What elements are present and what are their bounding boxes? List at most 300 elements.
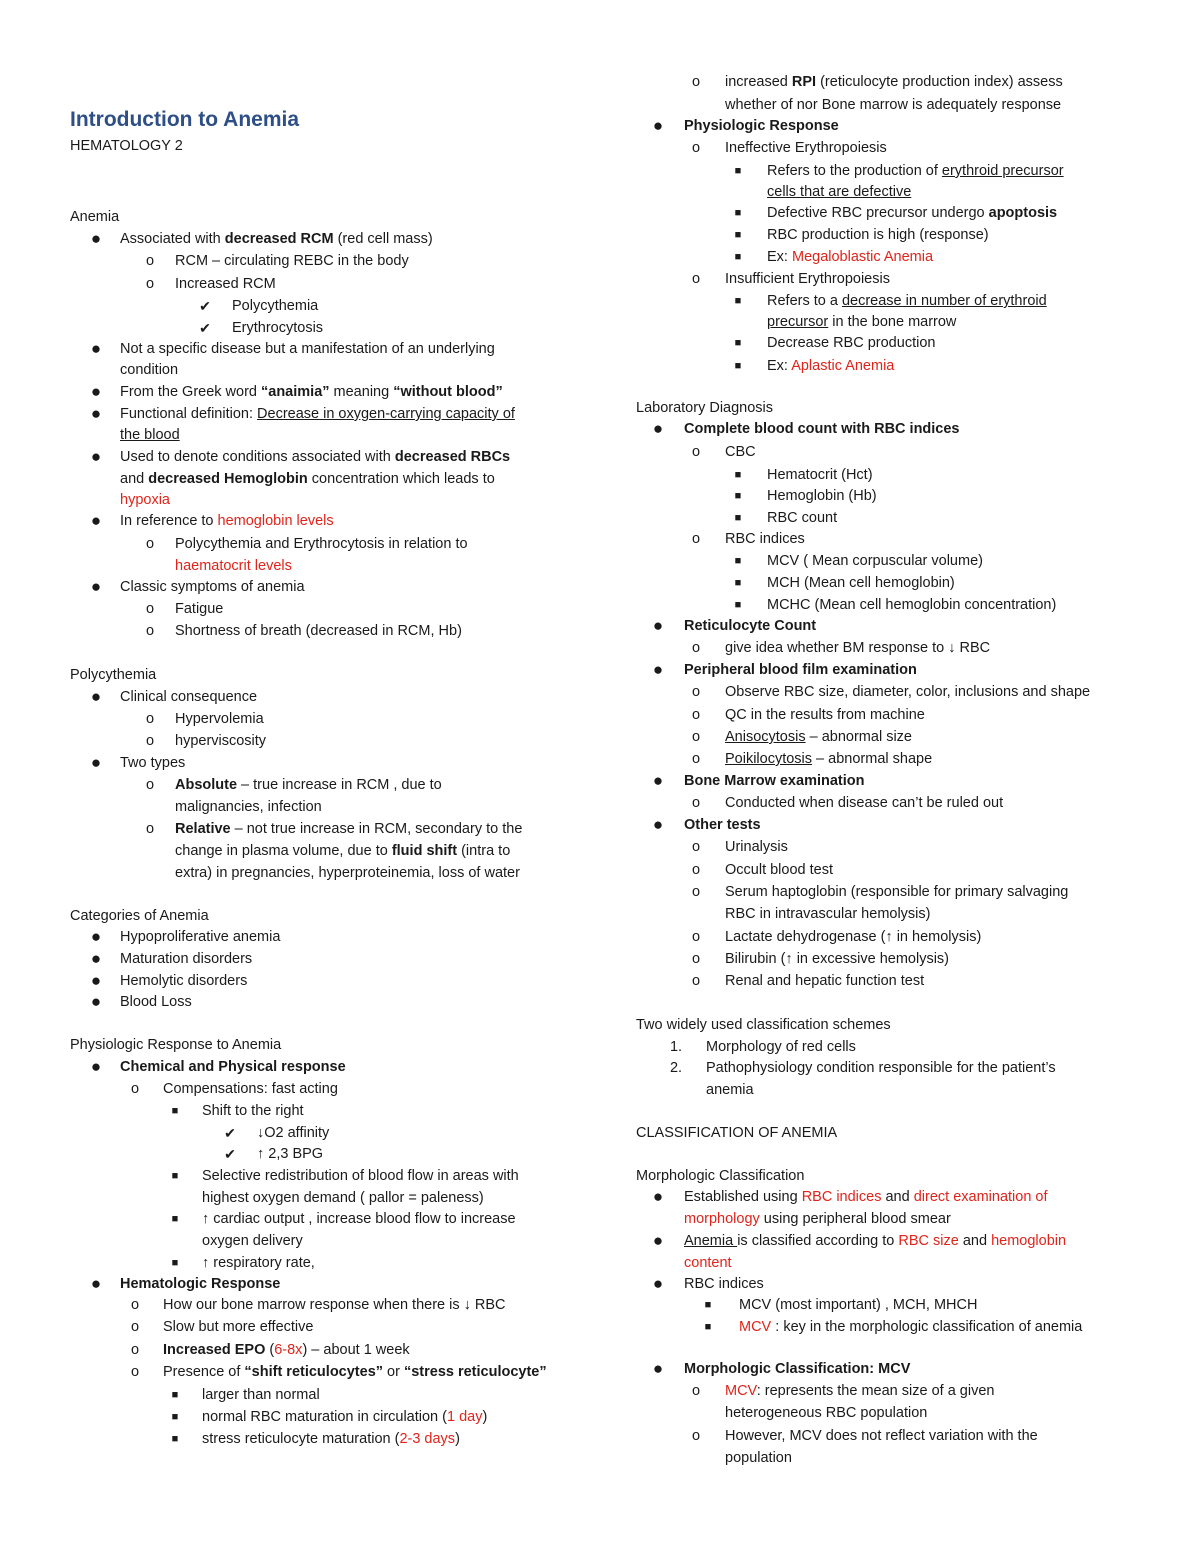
- text-run: Presence of: [163, 1364, 245, 1380]
- line-text: [202, 1406, 487, 1428]
- text-run: From the Greek word: [120, 384, 262, 400]
- text-run: (intra to: [457, 843, 511, 859]
- text-run: CBC: [725, 444, 756, 460]
- text-run: or: [383, 1364, 404, 1380]
- square-marker: ■: [734, 490, 742, 502]
- number-marker: 2.: [669, 1060, 683, 1076]
- square-marker: ■: [734, 599, 742, 611]
- line-text: [767, 290, 1047, 312]
- square-marker: ■: [734, 295, 742, 307]
- line-text: [725, 1447, 792, 1469]
- text-run: oxygen delivery: [202, 1233, 303, 1249]
- text-run: decreased RCM: [224, 231, 334, 247]
- bullet-marker: ●: [90, 229, 102, 248]
- text-run: RBC production is high (response): [767, 227, 989, 243]
- line-text: [725, 681, 1090, 703]
- text-run: population: [725, 1450, 792, 1466]
- line-text: [232, 295, 318, 317]
- line-text: [725, 926, 981, 948]
- circle-marker: o: [145, 733, 155, 749]
- bullet-marker: ●: [652, 1274, 664, 1293]
- text-run: “without blood”: [393, 384, 503, 400]
- line-text: [725, 637, 990, 659]
- line-text: [175, 620, 462, 642]
- text-run: larger than normal: [202, 1387, 320, 1403]
- line-text: [202, 1230, 303, 1252]
- bullet-marker: ●: [652, 1359, 664, 1378]
- text-run: morphology: [684, 1211, 760, 1227]
- text-run: – not true increase in RCM, secondary to the: [230, 821, 523, 837]
- text-run: Hypervolemia: [175, 711, 264, 727]
- text-run: highest oxygen demand ( pallor = paleness): [202, 1190, 484, 1206]
- line-text: [684, 1186, 1048, 1208]
- line-text: [202, 1165, 519, 1187]
- circle-marker: o: [691, 884, 701, 900]
- text-run: Observe RBC size, diameter, color, inclusions and shape: [725, 684, 1091, 700]
- line-text: [725, 948, 949, 970]
- line-text: [684, 1252, 732, 1274]
- line-text: [70, 664, 156, 686]
- text-run: Lactate dehydrogenase (↑ in hemolysis): [725, 929, 982, 945]
- text-run: HEMATOLOGY 2: [70, 138, 183, 154]
- line-text: [767, 355, 894, 377]
- text-run: RPI: [791, 74, 817, 90]
- text-run: Physiologic Response: [684, 118, 839, 134]
- text-run: Poikilocytosis: [725, 751, 813, 767]
- square-marker: ■: [734, 207, 742, 219]
- line-text: [684, 1273, 764, 1295]
- line-text: [202, 1384, 320, 1406]
- text-run: Selective redistribution of blood flow in areas with: [202, 1168, 519, 1184]
- text-run: hemoglobin: [991, 1233, 1067, 1249]
- text-run: ↑ cardiac output , increase blood flow to increase: [202, 1211, 516, 1227]
- bullet-marker: ●: [652, 116, 664, 135]
- text-run: the blood: [120, 427, 180, 443]
- text-run: Maturation disorders: [120, 951, 253, 967]
- line-text: [175, 774, 442, 796]
- text-run: direct examination of: [913, 1189, 1048, 1205]
- circle-marker: o: [691, 531, 701, 547]
- square-marker: ■: [704, 1299, 712, 1311]
- line-text: [70, 1034, 281, 1056]
- line-text: [175, 533, 468, 555]
- line-text: [725, 1425, 1038, 1447]
- line-text: [767, 160, 1064, 182]
- bullet-marker: ●: [90, 511, 102, 530]
- circle-marker: o: [691, 729, 701, 745]
- text-run: 6-8x: [274, 1342, 303, 1358]
- line-text: [739, 1294, 977, 1316]
- line-text: [70, 135, 183, 157]
- text-run: Decrease RBC production: [767, 335, 936, 351]
- text-run: However, MCV does not reflect variation with the: [725, 1428, 1038, 1444]
- text-run: Anemia: [684, 1233, 738, 1249]
- line-text: [175, 598, 223, 620]
- line-text: [706, 1079, 754, 1101]
- text-run: Polycythemia and Erythrocytosis in relation to: [175, 536, 468, 552]
- circle-marker: o: [130, 1297, 140, 1313]
- bullet-marker: ●: [90, 577, 102, 596]
- text-run: Compensations: fast acting: [163, 1081, 338, 1097]
- text-run: Shortness of breath (decreased in RCM, Hb): [175, 623, 462, 639]
- text-run: Laboratory Diagnosis: [636, 400, 774, 416]
- line-text: [725, 1380, 994, 1402]
- text-run: Hemolytic disorders: [120, 973, 248, 989]
- text-run: fluid shift: [391, 843, 458, 859]
- number-marker: 1.: [669, 1039, 683, 1055]
- line-text: [725, 137, 887, 159]
- line-text: [725, 1402, 927, 1424]
- line-text: [684, 1230, 1066, 1252]
- text-run: Serum haptoglobin (responsible for primary salvaging: [725, 884, 1069, 900]
- text-run: Increased RCM: [175, 276, 276, 292]
- text-run: (red cell mass): [333, 231, 433, 247]
- text-run: Not a specific disease but a manifestation of an underlying: [120, 341, 495, 357]
- line-text: [725, 881, 1068, 903]
- circle-marker: o: [130, 1364, 140, 1380]
- square-marker: ■: [171, 1433, 179, 1445]
- line-text: [120, 403, 515, 425]
- line-text: [202, 1187, 484, 1209]
- text-run: Hematologic Response: [120, 1276, 281, 1292]
- text-run: Defective RBC precursor undergo: [767, 205, 989, 221]
- text-run: heterogeneous RBC population: [725, 1405, 928, 1421]
- square-marker: ■: [171, 1105, 179, 1117]
- text-run: CLASSIFICATION OF ANEMIA: [636, 1125, 838, 1141]
- line-text: [163, 1316, 313, 1338]
- line-text: [725, 792, 1003, 814]
- line-text: [767, 181, 911, 203]
- text-run: condition: [120, 362, 179, 378]
- text-run: Fatigue: [175, 601, 224, 617]
- text-run: Urinalysis: [725, 839, 788, 855]
- text-run: Morphologic Classification: [636, 1168, 805, 1184]
- text-run: Established using: [684, 1189, 802, 1205]
- bullet-marker: ●: [90, 1057, 102, 1076]
- line-text: [120, 1056, 346, 1078]
- text-run: Ex:: [767, 358, 792, 374]
- text-run: Morphologic Classification: MCV: [684, 1361, 911, 1377]
- circle-marker: o: [145, 711, 155, 727]
- circle-marker: o: [145, 623, 155, 639]
- square-marker: ■: [734, 469, 742, 481]
- text-run: Ineffective Erythropoiesis: [725, 140, 887, 156]
- line-text: [232, 317, 323, 339]
- line-text: [636, 1122, 837, 1144]
- text-run: Categories of Anemia: [70, 908, 209, 924]
- circle-marker: o: [691, 684, 701, 700]
- bullet-marker: ●: [90, 404, 102, 423]
- text-run: Insufficient Erythropoiesis: [725, 271, 890, 287]
- line-text: [120, 489, 170, 511]
- text-run: Hemoglobin (Hb): [767, 488, 877, 504]
- line-text: [725, 748, 932, 770]
- bullet-marker: ●: [652, 815, 664, 834]
- text-run: “anaimia”: [261, 384, 330, 400]
- line-text: [257, 1122, 329, 1144]
- circle-marker: o: [130, 1319, 140, 1335]
- bullet-marker: ●: [90, 447, 102, 466]
- line-text: [120, 510, 334, 532]
- circle-marker: o: [691, 74, 701, 90]
- line-text: [684, 1208, 951, 1230]
- text-run: hemoglobin levels: [217, 513, 334, 529]
- text-run: RBC indices: [684, 1276, 764, 1292]
- line-text: [202, 1208, 516, 1230]
- text-run: Erythrocytosis: [232, 320, 324, 336]
- text-run: Renal and hepatic function test: [725, 973, 925, 989]
- square-marker: ■: [734, 337, 742, 349]
- line-text: [120, 359, 178, 381]
- text-run: RBC in intravascular hemolysis): [725, 906, 931, 922]
- check-marker: ✔: [224, 1125, 236, 1141]
- line-text: [767, 464, 873, 486]
- line-text: [725, 71, 1063, 93]
- text-run: MCHC (Mean cell hemoglobin concentration): [767, 597, 1057, 613]
- circle-marker: o: [691, 640, 701, 656]
- bullet-marker: ●: [652, 616, 664, 635]
- bullet-marker: ●: [90, 687, 102, 706]
- circle-marker: o: [145, 821, 155, 837]
- text-run: (: [265, 1342, 275, 1358]
- line-text: [120, 381, 503, 403]
- line-text: [120, 1273, 280, 1295]
- circle-marker: o: [691, 707, 701, 723]
- text-run: ↑ respiratory rate,: [202, 1255, 315, 1271]
- text-run: stress reticulocyte maturation (: [202, 1431, 400, 1447]
- line-text: [120, 948, 252, 970]
- text-run: MCV (most important) , MCH, MHCH: [739, 1297, 978, 1313]
- square-marker: ■: [734, 251, 742, 263]
- bullet-marker: ●: [90, 927, 102, 946]
- text-run: using peripheral blood smear: [759, 1211, 951, 1227]
- line-text: [684, 1358, 910, 1380]
- text-run: increased: [725, 74, 792, 90]
- text-run: ): [482, 1409, 488, 1425]
- text-run: haematocrit levels: [175, 558, 292, 574]
- text-run: malignancies, infection: [175, 799, 322, 815]
- line-text: [767, 332, 935, 354]
- text-run: decreased Hemoglobin: [148, 471, 308, 487]
- text-run: Introduction to Anemia: [70, 108, 300, 131]
- check-marker: ✔: [224, 1146, 236, 1162]
- line-text: [175, 730, 266, 752]
- text-run: Polycythemia: [232, 298, 319, 314]
- line-text: [767, 485, 877, 507]
- line-text: [706, 1036, 856, 1058]
- text-run: hypoxia: [120, 492, 170, 508]
- line-text: [70, 905, 209, 927]
- line-text: [163, 1361, 547, 1383]
- circle-marker: o: [691, 929, 701, 945]
- text-run: : key in the morphologic classification of anemia: [771, 1319, 1083, 1335]
- text-run: is classified according to: [737, 1233, 899, 1249]
- square-marker: ■: [704, 1321, 712, 1333]
- bullet-marker: ●: [652, 771, 664, 790]
- text-run: – abnormal shape: [812, 751, 933, 767]
- text-run: and: [881, 1189, 914, 1205]
- line-text: [684, 770, 864, 792]
- check-marker: ✔: [199, 320, 211, 336]
- text-run: Hematocrit (Hct): [767, 467, 873, 483]
- line-text: [120, 686, 257, 708]
- text-run: meaning: [329, 384, 394, 400]
- line-text: [202, 1428, 460, 1450]
- line-text: [120, 970, 247, 992]
- line-text: [725, 859, 833, 881]
- circle-marker: o: [691, 951, 701, 967]
- circle-marker: o: [145, 601, 155, 617]
- line-text: [767, 507, 837, 529]
- text-run: 1 day: [446, 1409, 483, 1425]
- bullet-marker: ●: [90, 753, 102, 772]
- line-text: [257, 1143, 323, 1165]
- line-text: [120, 991, 192, 1013]
- text-run: : represents the mean size of a given: [756, 1383, 995, 1399]
- text-run: whether of nor Bone marrow is adequately response: [725, 97, 1062, 113]
- check-marker: ✔: [199, 298, 211, 314]
- line-text: [767, 550, 983, 572]
- line-text: [725, 704, 925, 726]
- line-text: [175, 840, 510, 862]
- line-text: [739, 1316, 1082, 1338]
- text-run: Ex:: [767, 249, 792, 265]
- text-run: ) – about 1 week: [302, 1342, 410, 1358]
- square-marker: ■: [734, 555, 742, 567]
- text-run: Anemia: [70, 209, 120, 225]
- text-run: Functional definition:: [120, 406, 258, 422]
- text-run: Bone Marrow examination: [684, 773, 865, 789]
- line-text: [725, 726, 912, 748]
- bullet-marker: ●: [652, 1187, 664, 1206]
- line-text: [636, 1165, 804, 1187]
- text-run: hyperviscosity: [175, 733, 267, 749]
- text-run: Two widely used classification schemes: [636, 1017, 891, 1033]
- text-run: extra) in pregnancies, hyperproteinemia, loss of water: [175, 865, 520, 881]
- square-marker: ■: [171, 1213, 179, 1225]
- line-text: [725, 528, 805, 550]
- line-text: [175, 273, 276, 295]
- circle-marker: o: [145, 777, 155, 793]
- square-marker: ■: [171, 1170, 179, 1182]
- text-run: 2-3 days: [399, 1431, 456, 1447]
- circle-marker: o: [130, 1081, 140, 1097]
- bullet-marker: ●: [90, 382, 102, 401]
- text-run: Complete blood count with RBC indices: [684, 421, 960, 437]
- text-run: and: [958, 1233, 992, 1249]
- circle-marker: o: [691, 795, 701, 811]
- circle-marker: o: [691, 1383, 701, 1399]
- line-text: [120, 338, 495, 360]
- line-text: [706, 1057, 1056, 1079]
- square-marker: ■: [171, 1389, 179, 1401]
- text-run: (reticulocyte production index) assess: [816, 74, 1063, 90]
- text-run: Occult blood test: [725, 862, 833, 878]
- text-run: anemia: [706, 1082, 754, 1098]
- text-run: Decrease in oxygen-carrying capacity of: [257, 406, 515, 422]
- text-run: Peripheral blood film examination: [684, 662, 917, 678]
- bullet-marker: ●: [90, 1274, 102, 1293]
- line-text: [767, 572, 955, 594]
- line-text: [725, 441, 756, 463]
- line-text: [120, 576, 305, 598]
- square-marker: ■: [734, 360, 742, 372]
- text-run: Bilirubin (↑ in excessive hemolysis): [725, 951, 950, 967]
- text-run: Conducted when disease can’t be ruled out: [725, 795, 1004, 811]
- text-run: Pathophysiology condition responsible for the patient’s: [706, 1060, 1056, 1076]
- line-text: [684, 659, 917, 681]
- line-text: [202, 1252, 315, 1274]
- line-text: [163, 1294, 506, 1316]
- text-run: concentration which leads to: [307, 471, 495, 487]
- text-run: Used to denote conditions associated with: [120, 449, 395, 465]
- bullet-marker: ●: [652, 1231, 664, 1250]
- text-run: RBC size: [898, 1233, 959, 1249]
- circle-marker: o: [691, 140, 701, 156]
- text-run: Slow but more effective: [163, 1319, 314, 1335]
- circle-marker: o: [691, 751, 701, 767]
- circle-marker: o: [691, 1428, 701, 1444]
- bullet-marker: ●: [90, 971, 102, 990]
- line-text: [684, 814, 761, 836]
- line-text: [163, 1339, 410, 1361]
- text-run: ): [455, 1431, 460, 1447]
- circle-marker: o: [145, 253, 155, 269]
- text-run: “shift reticulocytes”: [244, 1364, 384, 1380]
- text-run: RBC indices: [725, 531, 805, 547]
- text-run: Megaloblastic Anemia: [791, 249, 934, 265]
- bullet-marker: ●: [90, 339, 102, 358]
- text-run: ↓O2 affinity: [257, 1125, 330, 1141]
- square-marker: ■: [171, 1411, 179, 1423]
- text-run: MCV: [725, 1383, 757, 1399]
- square-marker: ■: [171, 1257, 179, 1269]
- line-text: [725, 94, 1061, 116]
- text-run: ↑ 2,3 BPG: [257, 1146, 324, 1162]
- circle-marker: o: [691, 862, 701, 878]
- circle-marker: o: [145, 536, 155, 552]
- line-text: [767, 311, 956, 333]
- square-marker: ■: [734, 229, 742, 241]
- line-text: [120, 446, 510, 468]
- text-run: Clinical consequence: [120, 689, 258, 705]
- line-text: [767, 246, 933, 268]
- text-run: apoptosis: [988, 205, 1058, 221]
- text-run: Physiologic Response to Anemia: [70, 1037, 282, 1053]
- text-run: in the bone marrow: [828, 314, 957, 330]
- bullet-marker: ●: [90, 992, 102, 1011]
- line-text: [175, 555, 292, 577]
- line-text: [684, 115, 839, 137]
- text-run: Blood Loss: [120, 994, 192, 1010]
- square-marker: ■: [734, 512, 742, 524]
- line-text: [120, 228, 433, 250]
- line-text: [120, 468, 495, 490]
- circle-marker: o: [130, 1342, 140, 1358]
- line-text: [767, 202, 1057, 224]
- text-run: Associated with: [120, 231, 225, 247]
- text-run: Reticulocyte Count: [684, 618, 817, 634]
- text-run: Morphology of red cells: [706, 1039, 856, 1055]
- bullet-marker: ●: [652, 660, 664, 679]
- circle-marker: o: [691, 271, 701, 287]
- line-text: [725, 268, 890, 290]
- text-run: Anisocytosis: [725, 729, 806, 745]
- text-run: Polycythemia: [70, 667, 157, 683]
- line-text: [163, 1078, 338, 1100]
- text-run: RCM – circulating REBC in the body: [175, 253, 409, 269]
- line-text: [767, 594, 1056, 616]
